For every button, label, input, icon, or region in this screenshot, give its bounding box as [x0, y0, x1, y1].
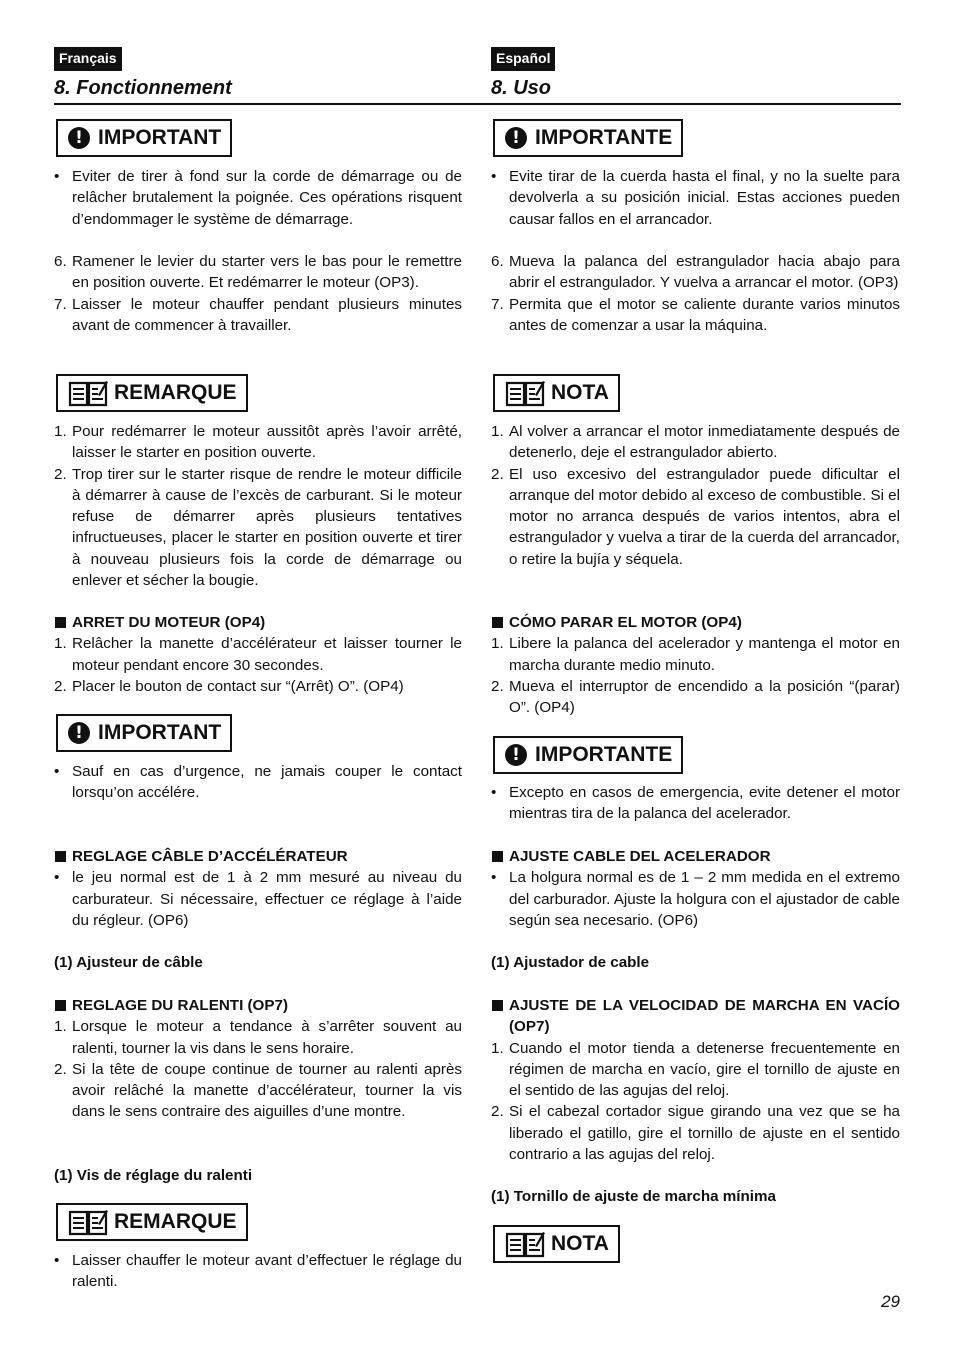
figure-caption: (1) Vis de réglage du ralenti: [54, 1167, 253, 1184]
square-bullet-icon: [55, 617, 66, 628]
nota-box: [493, 1225, 620, 1263]
list-item: Excepto en casos de emergencia, evite detener el motor mientras tira de la palanca del acelerador.: [509, 784, 900, 823]
subheading: AJUSTE CABLE DEL ACELERADOR: [509, 848, 771, 865]
remarque-label: REMARQUE: [114, 381, 237, 404]
header-rule: [54, 103, 901, 105]
list-item: Trop tirer sur le starter risque de rendre le moteur difficile à démarrer à cause de l’excès de carburant. Si le moteur refuse de démarrer après plusieurs tentatives infructueuses, placer le starter en position ouverte et tirer à nouveau plusieurs fois la corde de démarrage ou enlever et sécher la bougie.: [72, 465, 462, 590]
remarque-label: REMARQUE: [114, 1210, 237, 1233]
important-box: [493, 736, 683, 774]
step-number: 6.: [54, 253, 67, 270]
list-item: Mueva el interruptor de encendido a la posición “(parar) O”. (OP4): [509, 677, 900, 717]
important-label: IMPORTANT: [98, 721, 222, 744]
section-title-spanish: 8. Uso: [491, 77, 552, 99]
step-number: 1.: [491, 423, 504, 440]
square-bullet-icon: [55, 1000, 66, 1011]
important-label: IMPORTANTE: [535, 743, 673, 766]
step-number: 6.: [491, 253, 504, 270]
cable-section: [54, 846, 462, 931]
list-item: Eviter de tirer à fond sur la corde de démarrage ou de relâcher brutalement la poignée. Ces opérations risquent d’endommager le système de démarrage.: [72, 168, 462, 228]
subheading: CÓMO PARAR EL MOTOR (OP4): [509, 614, 742, 631]
list-item: Si el cabezal cortador sigue girando una vez que se ha liberado el gatillo, gire el tornillo de ajuste en el sentido contrario a las agujas del reloj.: [509, 1103, 900, 1164]
stop-engine-section: [54, 612, 462, 697]
step-number: 1.: [491, 1039, 504, 1057]
step-number: 2.: [54, 1060, 67, 1078]
bullet: •: [54, 763, 60, 780]
note-book-icon: [68, 1208, 108, 1236]
exclamation-icon: !: [68, 722, 90, 744]
list-item: La holgura normal es de 1 – 2 mm medida en el extremo del carburador. Ajuste la holgura con el ajustador de cable según sea necesario. (OP6): [509, 869, 900, 929]
list-item: Cuando el motor tienda a detenerse frecuentemente en régimen de marcha en vacío, gire el tornillo de ajuste en el sentido de las agujas del reloj.: [509, 1039, 900, 1100]
exclamation-icon: !: [505, 744, 527, 766]
figure-caption: (1) Ajustador de cable: [491, 954, 650, 971]
section-title-french: 8. Fonctionnement: [54, 77, 232, 99]
step-number: 1.: [491, 635, 504, 653]
list-item: Si la tête de coupe continue de tourner au ralenti après avoir relâché la manette d’accélérateur, tourner la vis dans le sens contraire des aiguilles d’une montre.: [72, 1060, 462, 1121]
list-item: El uso excesivo del estrangulador puede dificultar el arranque del motor debido al exceso de combustible. Si el motor no arranca después de varios intentos, abra el estrangulador y vuelva a tirar de la cuerda del arrancador, o retire la bujía y séquela.: [509, 465, 900, 568]
language-tag-french: Français: [54, 47, 122, 71]
remarque-box: [56, 1203, 248, 1241]
step-number: 7.: [54, 295, 67, 313]
important-text: [491, 166, 900, 230]
list-item: Laisser le moteur chauffer pendant plusieurs minutes avant de commencer à travailler.: [72, 295, 462, 334]
figure-caption: (1) Ajusteur de câble: [54, 954, 203, 971]
subheading: AJUSTE DE LA VELOCIDAD DE MARCHA EN VACÍO (OP7): [509, 997, 900, 1036]
bullet: •: [491, 869, 497, 887]
list-item: Sauf en cas d’urgence, ne jamais couper le contact lorsqu’on accélére.: [72, 763, 462, 802]
square-bullet-icon: [492, 851, 503, 862]
page-number: 29: [881, 1292, 900, 1311]
step-number: 1.: [54, 635, 67, 653]
stop-engine-section: [491, 612, 900, 718]
important-text: [54, 761, 462, 804]
bullet: •: [491, 784, 497, 801]
remarque-text: [54, 421, 462, 591]
steps-list: [491, 251, 900, 336]
important-box: [493, 119, 683, 157]
nota-label: NOTA: [551, 1232, 609, 1255]
idle-section: [54, 995, 462, 1123]
list-item: Mueva la palanca del estrangulador hacia abajo para abrir el estrangulador. Y vuelva a arrancar el motor. (OP3): [509, 253, 900, 292]
step-number: 2.: [491, 1103, 504, 1121]
subheading: REGLAGE DU RALENTI (OP7): [72, 997, 289, 1014]
list-item: le jeu normal est de 1 à 2 mm mesuré au niveau du carburateur. Si nécessaire, effectuer ce réglage à l’aide du régleur. (OP6): [72, 869, 462, 929]
exclamation-icon: !: [505, 127, 527, 149]
bullet: •: [54, 869, 60, 887]
square-bullet-icon: [492, 617, 503, 628]
list-item: Al volver a arrancar el motor inmediatamente después de detenerlo, deje el estrangulador abierto.: [509, 423, 900, 462]
list-item: Lorsque le moteur a tendance à s’arrêter souvent au ralenti, tourner la vis dans le sens horaire.: [72, 1018, 462, 1057]
nota-text: [491, 421, 900, 570]
step-number: 2.: [491, 465, 504, 483]
list-item: Ramener le levier du starter vers le bas pour le remettre en position ouverte. Et redémarrer le moteur (OP3).: [72, 253, 462, 292]
figure-caption: (1) Tornillo de ajuste de marcha mínima: [491, 1188, 776, 1205]
bullet: •: [54, 1252, 60, 1269]
step-number: 2.: [54, 677, 67, 695]
exclamation-icon: !: [68, 127, 90, 149]
square-bullet-icon: [55, 851, 66, 862]
column-spanish: [491, 0, 900, 1348]
important-label: IMPORTANTE: [535, 126, 673, 149]
list-item: Relâcher la manette d’accélérateur et laisser tourner le moteur pendant encore 30 secondes.: [72, 635, 462, 674]
list-item: Permita que el motor se caliente durante varios minutos antes de comenzar a usar la máquina.: [509, 295, 900, 334]
square-bullet-icon: [492, 1000, 503, 1011]
list-item: Laisser chauffer le moteur avant d’effectuer le réglage du ralenti.: [72, 1252, 462, 1291]
note-book-icon: [505, 379, 545, 407]
language-tag-spanish: Español: [491, 47, 555, 71]
note-book-icon: [68, 379, 108, 407]
step-number: 2.: [491, 677, 504, 695]
bullet: •: [54, 168, 60, 185]
subheading: ARRET DU MOTEUR (OP4): [72, 614, 266, 631]
bullet: •: [491, 168, 497, 185]
list-item: Evite tirar de la cuerda hasta el final, y no la suelte para devolverla a su posición inicial. Estas acciones pueden causar fallos en el arrancador.: [509, 168, 900, 228]
idle-section: [491, 995, 900, 1165]
list-item: Libere la palanca del acelerador y mantenga el motor en marcha durante medio minuto.: [509, 635, 900, 674]
nota-box: [493, 374, 620, 412]
list-item: Placer le bouton de contact sur “(Arrêt) O”. (OP4): [72, 677, 404, 695]
column-french: [54, 0, 462, 1348]
cable-section: [491, 846, 900, 931]
remarque-box: [56, 374, 248, 412]
important-box: [56, 119, 232, 157]
list-item: Pour redémarrer le moteur aussitôt après l’avoir arrêté, laisser le starter en position ouverte.: [72, 423, 462, 462]
important-text: [491, 782, 900, 825]
note-book-icon: [505, 1230, 545, 1258]
step-number: 2.: [54, 465, 67, 483]
nota-label: NOTA: [551, 381, 609, 404]
step-number: 1.: [54, 1018, 67, 1036]
step-number: 1.: [54, 423, 67, 440]
important-text: [54, 166, 462, 230]
step-number: 7.: [491, 295, 504, 313]
steps-list: [54, 251, 462, 336]
remarque-text: [54, 1250, 462, 1293]
important-box: [56, 714, 232, 752]
subheading: REGLAGE CÂBLE D’ACCÉLÉRATEUR: [72, 848, 348, 865]
important-label: IMPORTANT: [98, 126, 222, 149]
